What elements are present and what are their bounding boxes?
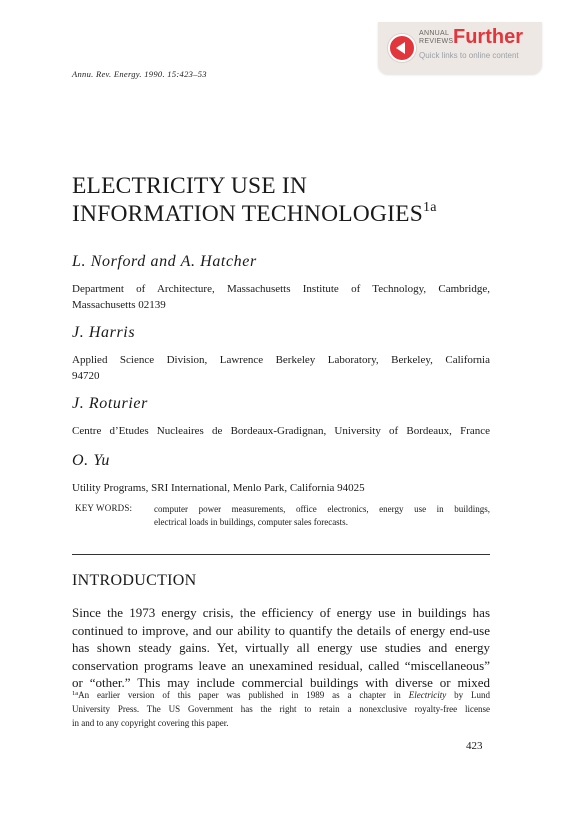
further-banner[interactable] — [378, 22, 542, 74]
section-divider — [72, 554, 490, 555]
body-paragraph: Since the 1973 energy crisis, the efficiency of energy use in buildings has continued to improve, and our ability to quantify the details of energy end-use has shown steady gains. Yet, virtually all energy use studies and energy conservation programs leave an unexamined residual, called “miscellaneous” or “other.” This may include commercial buildings with diverse or mixed — [72, 605, 490, 690]
title-line-1: ELECTRICITY USE IN — [72, 173, 308, 199]
footnote: $^{1a}$An earlier version of this paper was published in 1989 as a chapter in Electricity by Lund University Press. The US Government has the right to retain a nonexclusive royalty-free license in and to any copyright covering this paper. — [72, 690, 490, 728]
further-annual-label: ANNUAL — [419, 30, 450, 37]
author-affiliation: Utility Programs, SRI International, Menlo Park, California 94025 — [72, 482, 365, 494]
title-footnote-marker: 1a — [423, 200, 437, 215]
author-affiliation: Applied Science Division, Lawrence Berkeley Laboratory, Berkeley, California 94720 — [72, 354, 490, 382]
keywords-list: computer power measurements, office electronics, energy use in buildings, electrical loads in buildings, computer sales forecasts. — [154, 504, 490, 527]
further-subtitle[interactable]: Quick links to online content — [419, 51, 519, 60]
play-back-icon — [388, 34, 416, 62]
section-heading: INTRODUCTION — [72, 572, 197, 589]
author-name: L. Norford and A. Hatcher — [72, 253, 257, 270]
keywords-label: KEY WORDS: — [75, 503, 133, 513]
page-number: 423 — [466, 740, 483, 752]
journal-reference: Annu. Rev. Energy. 1990. 15:423–53 — [72, 69, 207, 79]
footnote-marker: 1a — [72, 690, 79, 697]
title-line-2: INFORMATION $TECHNOLOGIES^{1a}$ — [72, 200, 437, 227]
further-logo-text: Further — [453, 26, 523, 48]
author-name: J. Harris — [72, 324, 136, 341]
author-name: J. Roturier — [72, 395, 148, 412]
further-reviews-label: REVIEWS — [419, 38, 454, 45]
author-affiliation: Centre d’Etudes Nucleaires de Bordeaux-Gradignan, University of Bordeaux, France — [72, 425, 490, 437]
paper-title — [72, 172, 437, 228]
author-affiliation: Department of Architecture, Massachusetts Institute of Technology, Cambridge, Massachusetts 02139 — [72, 283, 490, 311]
author-name: O. Yu — [72, 452, 110, 469]
